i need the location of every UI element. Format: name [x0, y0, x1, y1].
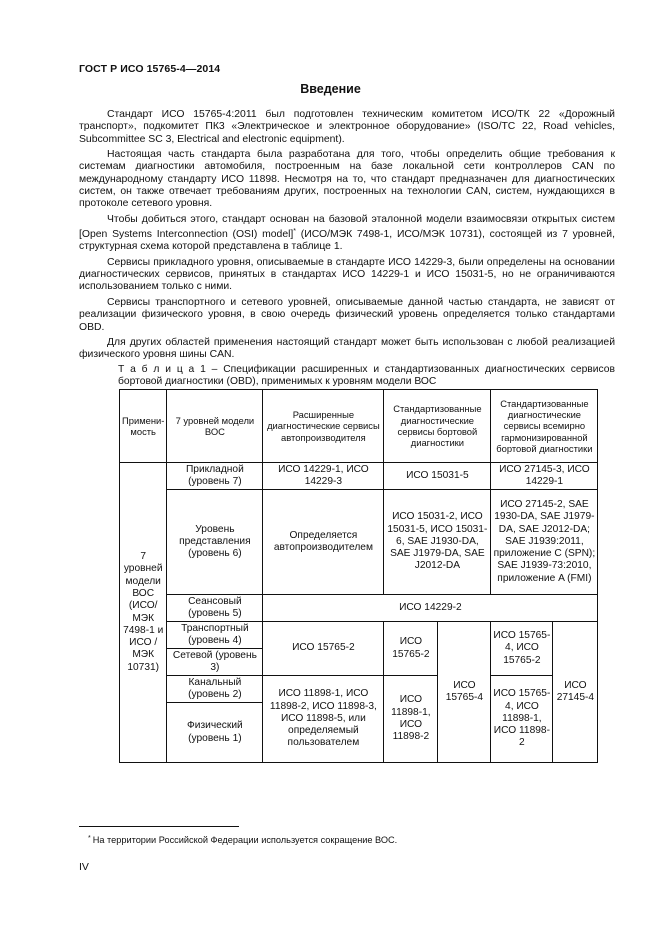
layer-application: Прикладной (уровень 7) [167, 463, 263, 490]
header-applicability: Примени-мость [120, 390, 167, 463]
table-container [119, 389, 598, 763]
cell-application-wwh: ИСО 27145-3, ИСО 14229-1 [491, 463, 598, 490]
layer-physical: Физический (уровень 1) [167, 703, 263, 763]
cell-session-all: ИСО 14229-2 [263, 595, 598, 622]
table-row [120, 622, 598, 649]
paragraph-5: Сервисы транспортного и сетевого уровней, описываемые данной частью стандарта, не зависят от реализации физического уровня, в свою очередь физический уровень определяется только стандартами OBD. [79, 296, 615, 333]
paragraph-3-text-end: (ИСО/МЭК 7498-1, ИСО/МЭК 10731), состоящей из 7 уровней, структурная схема которой представлена в таблице 1. [79, 229, 615, 253]
layer-transport: Транспортный (уровень 4) [167, 622, 263, 649]
paragraph-2: Настоящая часть стандарта была разработана для того, чтобы определить общие требования к системам диагностики автомобиля, построенным на базе локальной сети контроллеров CAN по международному стандарту ИСО 11898. Несмотря на то, что стандарт предназначен для диагностических систем, он также отвечает требованиям других, построенных на технологии CAN, систем, нуждающихся в протоколе сетевого уровня. [79, 149, 615, 210]
paragraph-1: Стандарт ИСО 15765-4:2011 был подготовлен техническим комитетом ИСО/ТК 22 «Дорожный транспорт», подкомитет ПК3 «Электрическое и электронное оборудование» (ISO/TC 22, Road vehicles, Subcommittee SC 3, Electrical and electronic equipment). [79, 109, 615, 145]
header-osi-layers: 7 уровней модели ВОС [167, 390, 263, 463]
footnote-marker: * [88, 835, 91, 842]
cell-application-manufacturer: ИСО 14229-1, ИСО 14229-3 [263, 463, 384, 490]
paragraph-3-text-start: Чтобы добиться этого, стандарт основан на базовой эталонной модели взаимосвязи открытых систем [Open Systems Interconnection (OSI) model] [79, 213, 615, 241]
table-caption: Т а б л и ц а 1 – Спецификации расширенных и стандартизованных диагностических сервисов бортовой диагностики (OBD), применимых к уровням модели ВОС [118, 364, 615, 388]
paragraph-6: Для других областей применения настоящий стандарт может быть использован с любой реализацией физического уровня шины CAN. [79, 336, 615, 361]
cell-obd-lower-layers: ИСО 15765-4 [438, 622, 491, 763]
header-obd-services: Стандартизованные диагностические сервисы бортовой диагностики [384, 390, 491, 463]
footnote [88, 833, 397, 846]
header-wwh-obd-services: Стандартизованные диагностические сервисы всемирно гармонизированной бортовой диагностики [491, 390, 598, 463]
section-title: Введение [300, 82, 361, 96]
document-header: ГОСТ Р ИСО 15765-4—2014 [79, 63, 221, 75]
cell-wwh-lower-layers: ИСО 27145-4 [553, 622, 598, 763]
footnote-text: На территории Российской Федерации используется сокращение ВОС. [92, 835, 398, 845]
cell-application-obd: ИСО 15031-5 [384, 463, 491, 490]
layer-network: Сетевой (уровень 3) [167, 649, 263, 676]
page-number: IV [79, 861, 89, 873]
introduction-body [79, 109, 615, 365]
table-row [120, 676, 598, 703]
cell-transport-network-wwh: ИСО 15765-4, ИСО 15765-2 [491, 622, 553, 676]
paragraph-4: Сервисы прикладного уровня, описываемые в стандарте ИСО 14229-3, были определены на основании диагностических сервисов, принятых в стандартах ИСО 14229-1 и ИСО 15031-5, но не ограничиваются использованием только с ними. [79, 256, 615, 293]
layer-datalink: Канальный (уровень 2) [167, 676, 263, 703]
cell-transport-network-obd: ИСО 15765-2 [384, 622, 438, 676]
cell-datalink-physical-manufacturer: ИСО 11898-1, ИСО 11898-2, ИСО 11898-3, ИСО 11898-5, или определяемый пользователем [263, 676, 384, 763]
cell-presentation-obd: ИСО 15031-2, ИСО 15031-5, ИСО 15031-6, SAE J1930-DA, SAE J1979-DA, SAE J2012-DA [384, 490, 491, 595]
osi-services-table [119, 389, 598, 763]
cell-presentation-wwh: ИСО 27145-2, SAE 1930-DA, SAE J1979-DA, SAE J2012-DA; SAE J1939:2011, приложение C (SPN); SAE J1939-73:2010, приложение A (FMI) [491, 490, 598, 595]
cell-datalink-physical-obd: ИСО 11898-1, ИСО 11898-2 [384, 676, 438, 763]
paragraph-3 [79, 214, 615, 254]
table-row [120, 463, 598, 490]
cell-presentation-manufacturer: Определяется автопроизводителем [263, 490, 384, 595]
table-header-row [120, 390, 598, 463]
header-manufacturer-services: Расширенные диагностические сервисы автопроизводителя [263, 390, 384, 463]
cell-datalink-physical-wwh: ИСО 15765-4, ИСО 11898-1, ИСО 11898-2 [491, 676, 553, 763]
table-row [120, 595, 598, 622]
layer-presentation: Уровень представления (уровень 6) [167, 490, 263, 595]
footnote-divider [79, 826, 239, 827]
table-row [120, 490, 598, 595]
cell-transport-network-manufacturer: ИСО 15765-2 [263, 622, 384, 676]
footnote-reference[interactable]: * [293, 228, 297, 236]
cell-applicability: 7 уровней модели ВОС (ИСО/МЭК 7498-1 и ИСО /МЭК 10731) [120, 463, 167, 763]
layer-session: Сеансовый (уровень 5) [167, 595, 263, 622]
